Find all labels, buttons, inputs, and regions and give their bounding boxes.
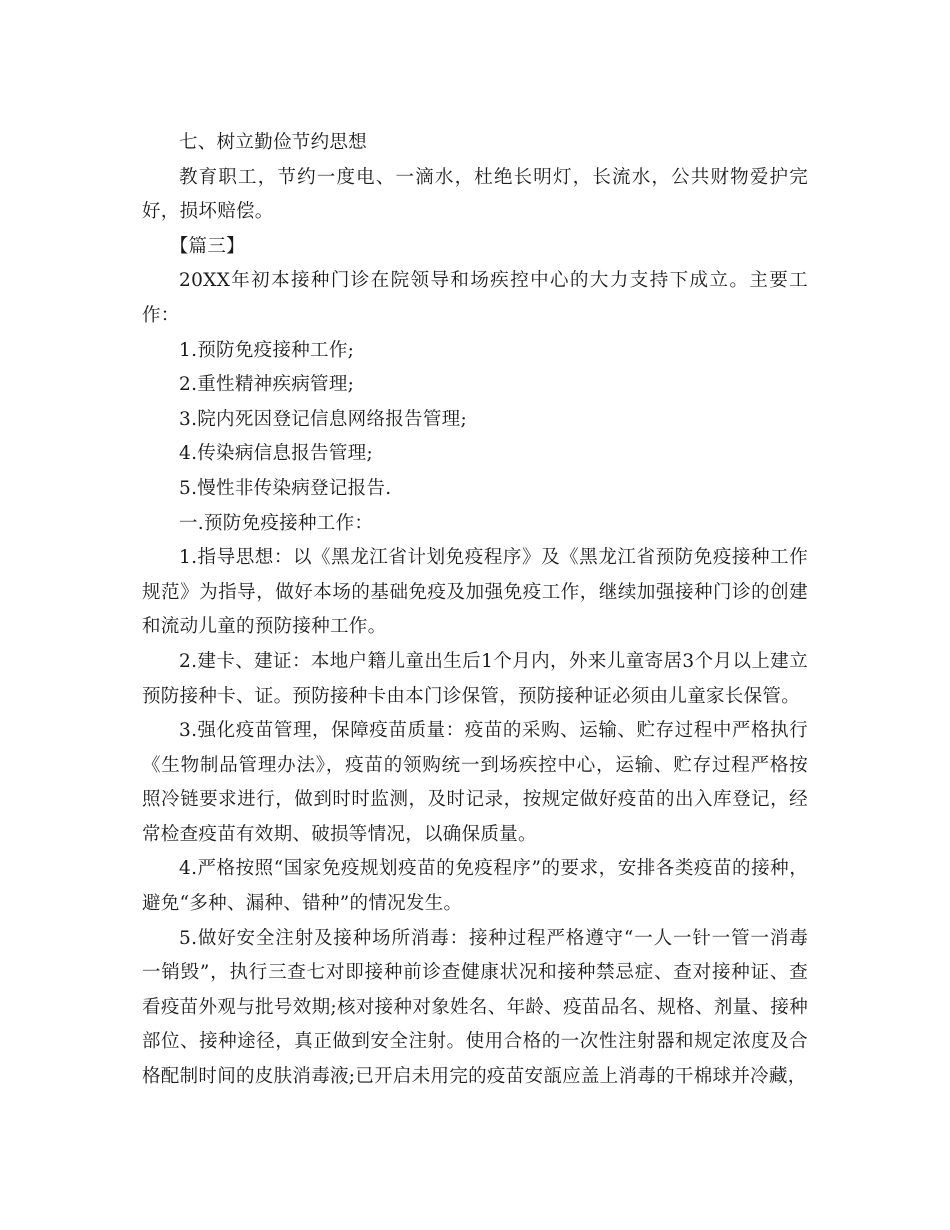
section-heading-seven: 七、树立勤俭节约思想 <box>179 132 368 153</box>
document-body <box>142 126 808 1095</box>
paragraph-guiding-thought: 1.指导思想：以《黑龙江省计划免疫程序》及《黑龙江省预防免疫接种工作规范》为指导，做好本场的基础免疫及加强免疫工作，继续加强接种门诊的创建和流动儿童的预防接种工作。 <box>142 547 808 638</box>
paragraph-card-certificate: 2.建卡、建证：本地户籍儿童出生后1个月内，外来儿童寄居3个月以上建立预防接种卡、证。预防接种卡由本门诊保管，预防接种证必须由儿童家长保管。 <box>142 650 808 707</box>
list-item-2: 2.重性精神疾病管理; <box>179 374 355 396</box>
paragraph-intro: 20XX年初本接种门诊在院领导和场疾控中心的大力支持下成立。主要工作： <box>142 270 808 326</box>
paragraph-immunization-schedule: 4.严格按照“国家免疫规划疫苗的免疫程序”的要求，安排各类疫苗的接种，避免“多种、漏种、错种”的情况发生。 <box>142 858 808 915</box>
paragraph-safe-injection: 5.做好安全注射及接种场所消毒：接种过程严格遵守“一人一针一管一消毒一销毁”，执行三查七对即接种前诊查健康状况和接种禁忌症、查对接种证、查看疫苗外观与批号效期;核对接种对象姓名、年龄、疫苗品名、规格、剂量、接种部位、接种途径，真正做到安全注射。使用合格的一次性注射器和规定浓度及合格配制时间的皮肤消毒液;已开启未用完的疫苗安瓿应盖上消毒的干棉球并冷藏， <box>142 927 808 1088</box>
list-item-5: 5.慢性非传染病登记报告. <box>179 477 392 499</box>
list-item-4: 4.传染病信息报告管理; <box>179 443 373 465</box>
list-item-3: 3.院内死因登记信息网络报告管理; <box>179 408 467 430</box>
section-heading-one: 一.预防免疫接种工作： <box>179 512 374 534</box>
list-item-1: 1.预防免疫接种工作; <box>179 339 355 361</box>
part-three-heading: 【篇三】 <box>169 235 245 257</box>
paragraph-save-resources: 教育职工，节约一度电、一滴水，杜绝长明灯，长流水，公共财物爱护完好，损坏赔偿。 <box>142 166 808 223</box>
paragraph-vaccine-management: 3.强化疫苗管理，保障疫苗质量：疫苗的采购、运输、贮存过程中严格执行《生物制品管理办法》，疫苗的领购统一到场疾控中心，运输、贮存过程严格按照冷链要求进行，做到时时监测，及时记录，按规定做好疫苗的出入库登记，经常检查疫苗有效期、破损等情况，以确保质量。 <box>142 720 808 845</box>
